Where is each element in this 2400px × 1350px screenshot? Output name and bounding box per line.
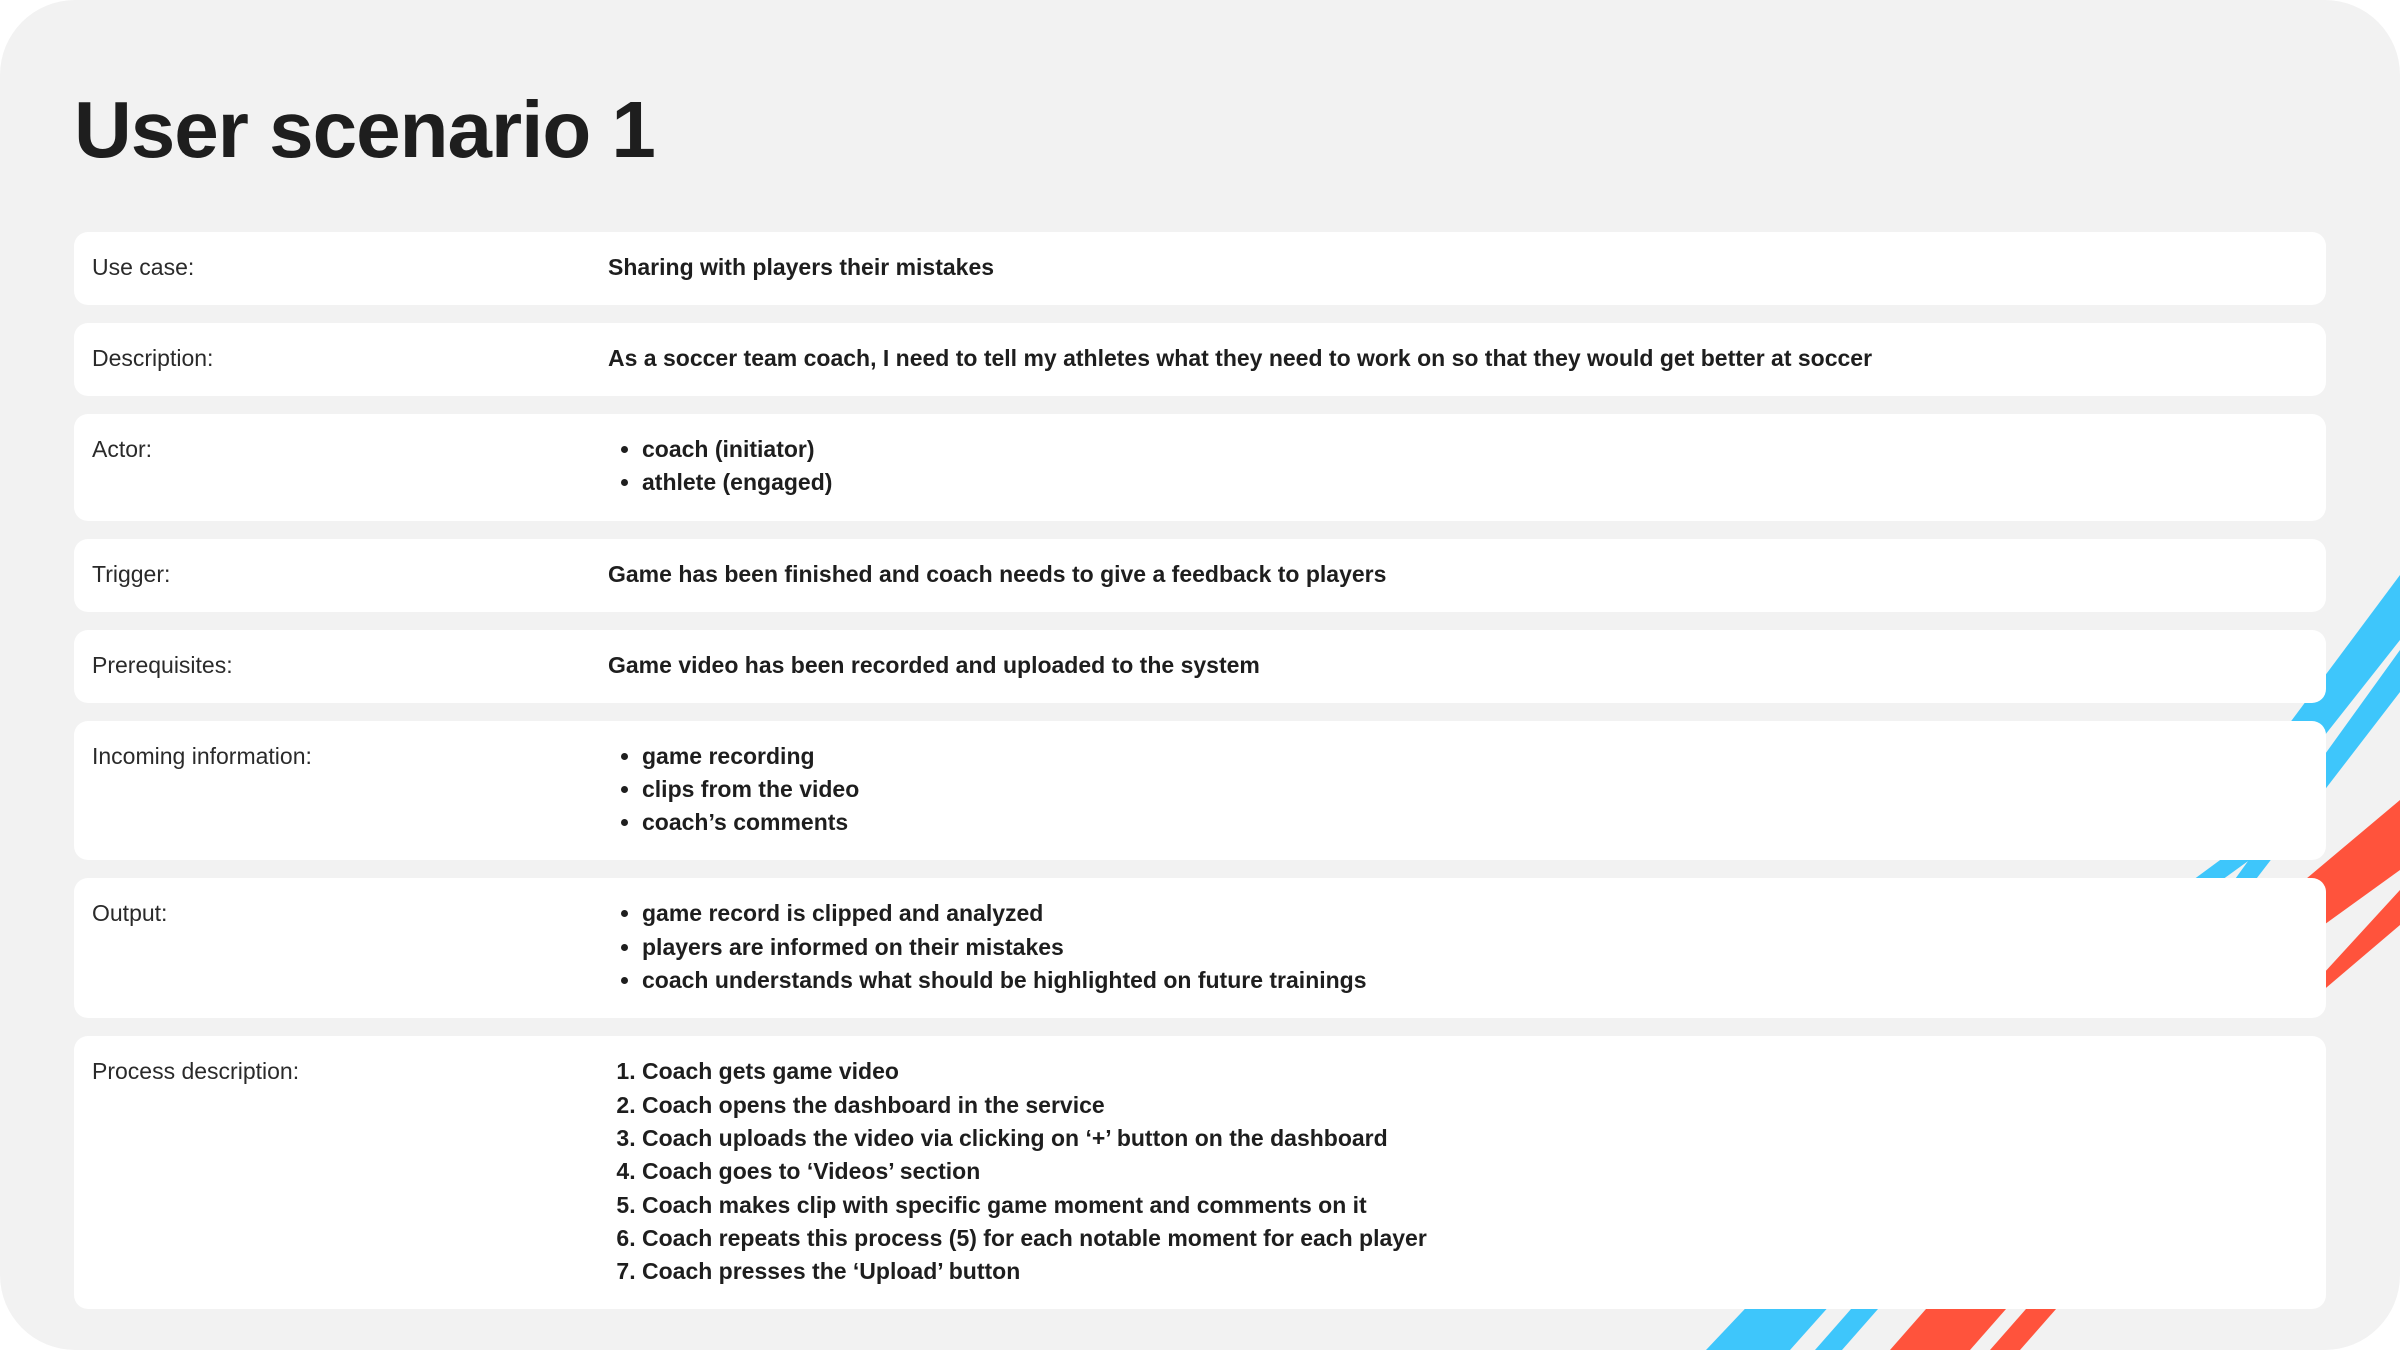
list-item: • coach’s comments [642,806,2326,839]
process-steps [608,1055,2326,1288]
row-value: As a soccer team coach, I need to tell my athletes what they need to work on so that they would get better at soccer [608,345,1873,371]
row-prerequisites [74,630,2326,703]
row-label: Trigger: [92,560,171,587]
row-value [608,740,2326,840]
row-actor [74,414,2326,521]
row-trigger [74,539,2326,612]
process-step: 4. Coach goes to ‘Videos’ section [642,1155,2326,1188]
list-item: • game record is clipped and analyzed [642,897,2326,930]
scenario-table [74,232,2326,1327]
row-use-case [74,232,2326,305]
row-label: Process description: [92,1058,300,1085]
actor-list [608,433,2326,500]
row-incoming-information [74,721,2326,861]
row-label: Actor: [92,436,153,462]
row-value: Sharing with players their mistakes [608,254,995,280]
row-label: Description: [92,345,214,371]
row-value: Game has been finished and coach needs to give a feedback to players [608,560,1387,587]
process-step: 5. Coach makes clip with specific game moment and comments on it [642,1189,2326,1222]
row-label: Output: [92,900,168,927]
process-step: 2. Coach opens the dashboard in the service [642,1089,2326,1122]
incoming-list [608,740,2326,840]
list-item: • players are informed on their mistakes [642,931,2326,964]
row-description [74,323,2326,396]
row-output [74,878,2326,1018]
process-step: 1. Coach gets game video [642,1055,2326,1088]
row-label: Use case: [92,254,195,280]
list-item: • coach (initiator) [642,433,2326,466]
row-value [608,897,2326,997]
list-item: • coach understands what should be highlighted on future trainings [642,964,2326,997]
list-item: • clips from the video [642,773,2326,806]
process-step: 7. Coach presses the ‘Upload’ button [642,1255,2326,1288]
row-value [608,1055,2326,1288]
row-value: Game video has been recorded and uploaded to the system [608,651,1260,678]
page-title: User scenario 1 [74,85,655,174]
row-label: Incoming information: [92,742,312,769]
row-value [608,433,2326,500]
list-item: • game recording [642,740,2326,773]
row-process-description [74,1036,2326,1309]
output-list [608,897,2326,997]
row-label: Prerequisites: [92,651,233,678]
list-item: • athlete (engaged) [642,466,2326,499]
process-step: 6. Coach repeats this process (5) for each notable moment for each player [642,1222,2326,1255]
process-step: 3. Coach uploads the video via clicking on ‘+’ button on the dashboard [642,1122,2326,1155]
